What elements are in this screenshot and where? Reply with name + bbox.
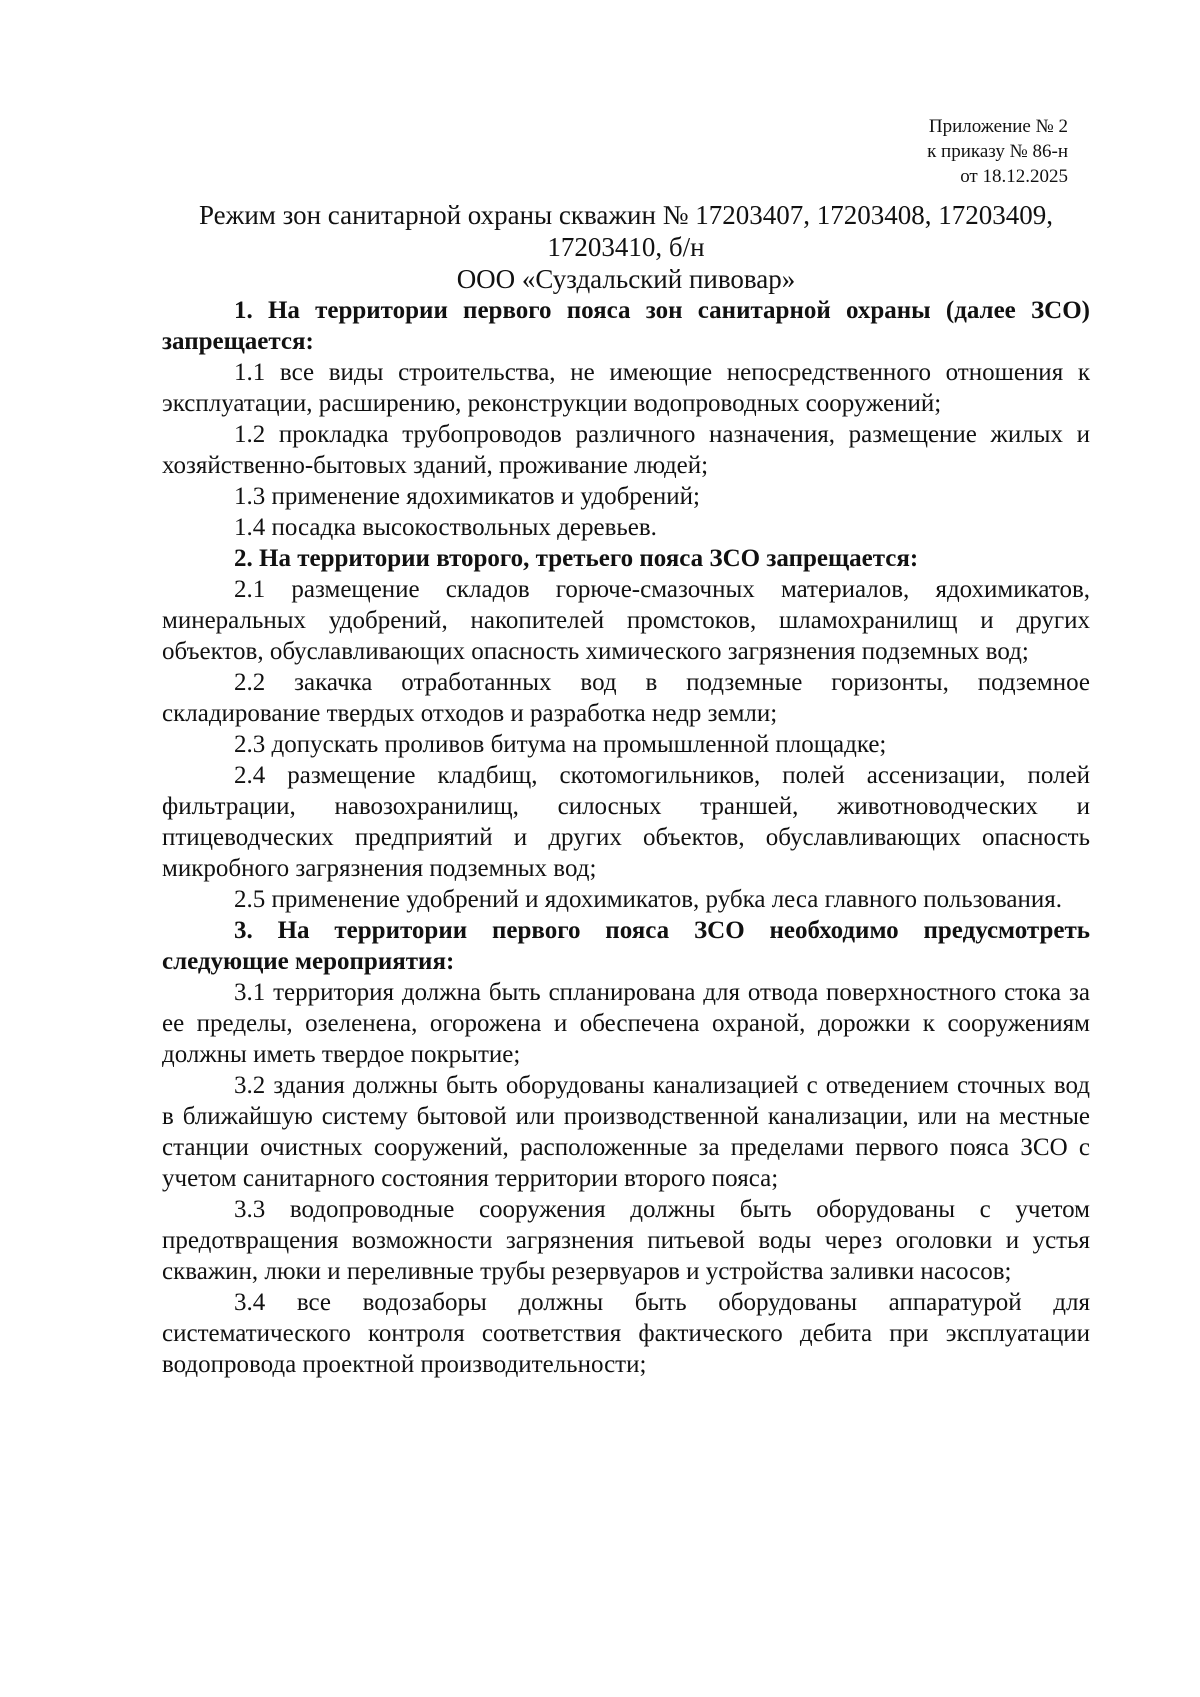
item-3-1: 3.1 территория должна быть спланирована для отвода поверхностного стока за ее пределы, озеленена, огорожена и обеспечена охраной, дорожки к сооружениям должны иметь твердое покрытие; [162,979,1090,1068]
order-number: к приказу № 86-н [927,141,1068,162]
item-1-3: 1.3 применение ядохимикатов и удобрений; [234,483,700,510]
document-title [162,199,1090,295]
section-1-heading: 1. На территории первого пояса зон санитарной охраны (далее ЗСО) запрещается: [162,297,1090,355]
item-1-4: 1.4 посадка высокоствольных деревьев. [234,514,657,541]
item-3-4: 3.4 все водозаборы должны быть оборудованы аппаратурой для систематического контроля соответствия фактического дебита при эксплуатации водопровода проектной производительности; [162,1289,1090,1378]
title-line-1: Режим зон санитарной охраны скважин № 17203407, 17203408, 17203409, [199,200,1053,230]
item-2-3: 2.3 допускать проливов битума на промышленной площадке; [234,731,887,758]
item-2-2: 2.2 закачка отработанных вод в подземные горизонты, подземное складирование твердых отходов и разработка недр земли; [162,669,1090,727]
section-3-heading: 3. На территории первого пояса ЗСО необходимо предусмотреть следующие мероприятия: [162,917,1090,975]
item-1-1: 1.1 все виды строительства, не имеющие непосредственного отношения к эксплуатации, расширению, реконструкции водопроводных сооружений; [162,359,1090,417]
appendix-reference [927,114,1068,189]
item-1-2: 1.2 прокладка трубопроводов различного назначения, размещение жилых и хозяйственно-бытовых зданий, проживание людей; [162,421,1090,479]
organization-name: ООО «Суздальский пивовар» [456,264,796,294]
item-2-1: 2.1 размещение складов горюче-смазочных материалов, ядохимикатов, минеральных удобрений, накопителей промстоков, шламохранилищ и других объектов, обуславливающих опасность химического загрязнения подземных вод; [162,576,1090,665]
item-2-4: 2.4 размещение кладбищ, скотомогильников, полей ассенизации, полей фильтрации, навозохранилищ, силосных траншей, животноводческих и птицеводческих предприятий и других объектов, обуславливающих опасность микробного загрязнения подземных вод; [162,762,1090,882]
section-2-heading: 2. На территории второго, третьего пояса ЗСО запрещается: [234,545,919,572]
item-3-2: 3.2 здания должны быть оборудованы канализацией с отведением сточных вод в ближайшую систему бытовой или производственной канализации, или на местные станции очистных сооружений, расположенные за пределами первого пояса ЗСО с учетом санитарного состояния территории второго пояса; [162,1072,1090,1192]
title-line-2: 17203410, б/н [547,232,705,262]
item-3-3: 3.3 водопроводные сооружения должны быть оборудованы с учетом предотвращения возможности загрязнения питьевой воды через оголовки и устья скважин, люки и переливные трубы резервуаров и устройства заливки насосов; [162,1196,1090,1285]
document-body [162,199,1090,1380]
item-2-5: 2.5 применение удобрений и ядохимикатов, рубка леса главного пользования. [234,886,1062,913]
order-date: от 18.12.2025 [960,166,1068,187]
appendix-number: Приложение № 2 [928,116,1068,137]
